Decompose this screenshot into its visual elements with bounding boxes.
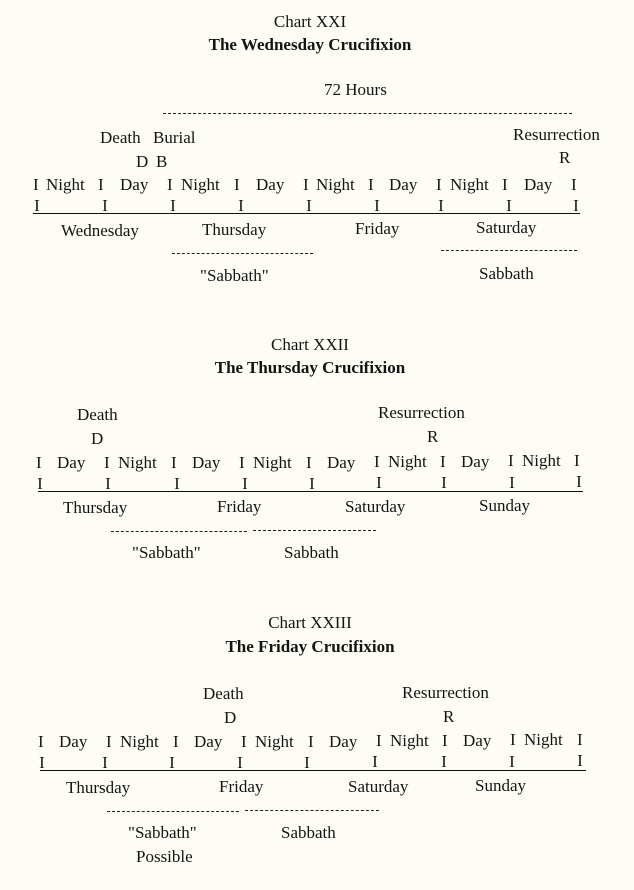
tick-mark: I [174,474,180,493]
tick-mark: I [39,753,45,772]
period-divider: I [440,452,446,471]
period-divider: I [38,732,44,751]
period-divider: I [239,453,245,472]
period-label-night: Night [253,453,292,472]
chart-subtitle: The Thursday Crucifixion [214,358,406,377]
period-divider: I [308,732,314,751]
period-label-day: Day [463,731,492,750]
period-label-day: Day [327,453,356,472]
day-label-thursday: Thursday [63,498,128,517]
hours-label: 72 Hours [324,80,387,99]
period-divider: I [33,175,39,194]
period-divider: I [502,175,508,194]
period-divider: I [241,732,247,751]
death-marker: D [136,152,149,171]
burial-label: Burial [153,128,196,147]
day-label-saturday: Saturday [345,497,406,516]
death-label: Death [203,684,244,703]
chart-subtitle: The Wednesday Crucifixion [208,35,412,54]
period-divider: I [303,175,309,194]
period-divider: I [436,175,442,194]
resurrection-marker: R [443,707,455,726]
sabbath-label-quoted: "Sabbath" [200,266,269,285]
tick-mark: I [105,474,111,493]
period-divider: I [104,453,110,472]
period-label-night: Night [450,175,489,194]
period-label-night: Night [390,731,429,750]
resurrection-label: Resurrection [402,683,489,702]
period-divider: I [374,452,380,471]
period-divider: I [442,731,448,750]
tick-mark: I [372,752,378,771]
tick-mark: I [102,753,108,772]
period-label-day: Day [192,453,221,472]
period-divider: I [167,175,173,194]
death-label: Death [100,128,141,147]
timeline-baseline [40,770,586,771]
tick-mark: I [238,196,244,215]
tick-mark: I [506,196,512,215]
death-label: Death [77,405,118,424]
period-label-day: Day [389,175,418,194]
day-label-wednesday: Wednesday [61,221,139,240]
tick-mark: I [304,753,310,772]
period-divider: I [98,175,104,194]
period-divider: I [368,175,374,194]
period-label-day: Day [57,453,86,472]
period-divider: I [577,730,583,749]
period-label-day: Day [256,175,285,194]
resurrection-marker: R [427,427,439,446]
period-divider: I [508,451,514,470]
period-label-day: Day [329,732,358,751]
day-label-sunday: Sunday [475,776,526,795]
period-divider: I [574,451,580,470]
tick-mark: I [37,474,43,493]
period-divider: I [234,175,240,194]
period-divider: I [571,175,577,194]
sabbath-label-quoted: "Sabbath" [132,543,201,562]
tick-mark: I [441,473,447,492]
period-label-night: Night [181,175,220,194]
period-label-night: Night [118,453,157,472]
tick-mark: I [509,752,515,771]
day-label-saturday: Saturday [476,218,537,237]
day-label-friday: Friday [219,777,264,796]
tick-mark: I [577,751,583,770]
period-label-night: Night [46,175,85,194]
period-divider: I [306,453,312,472]
day-label-friday: Friday [355,219,400,238]
tick-mark: I [576,472,582,491]
chart-subtitle: The Friday Crucifixion [225,637,395,656]
sabbath-label-quoted: "Sabbath" [128,823,197,842]
day-label-saturday: Saturday [348,777,409,796]
period-divider: I [106,732,112,751]
period-label-night: Night [316,175,355,194]
resurrection-label: Resurrection [378,403,465,422]
resurrection-label: Resurrection [513,125,600,144]
sabbath-label: Sabbath [479,264,534,283]
tick-mark: I [170,196,176,215]
tick-mark: I [102,196,108,215]
period-divider: I [376,731,382,750]
tick-mark: I [573,196,579,215]
tick-mark: I [309,474,315,493]
period-divider: I [510,730,516,749]
sabbath-label: Sabbath [284,543,339,562]
death-marker: D [224,708,237,727]
tick-mark: I [237,753,243,772]
day-label-thursday: Thursday [66,778,131,797]
tick-mark: I [441,752,447,771]
resurrection-marker: R [559,148,571,167]
day-label-sunday: Sunday [479,496,530,515]
sabbath-span-line [107,811,239,812]
period-divider: I [171,453,177,472]
tick-mark: I [374,196,380,215]
chart-title: Chart XXII [271,335,349,354]
period-divider: I [173,732,179,751]
tick-mark: I [34,196,40,215]
period-label-day: Day [524,175,553,194]
sabbath-span-line [245,810,379,811]
period-divider: I [36,453,42,472]
tick-mark: I [306,196,312,215]
sabbath-label: Sabbath [281,823,336,842]
chart-title: Chart XXI [273,12,347,31]
tick-mark: I [438,196,444,215]
day-label-thursday: Thursday [202,220,267,239]
day-label-friday: Friday [217,497,262,516]
tick-mark: I [376,473,382,492]
death-marker: D [91,429,104,448]
period-label-day: Day [59,732,88,751]
period-label-night: Night [388,452,427,471]
period-label-night: Night [522,451,561,470]
period-label-night: Night [255,732,294,751]
tick-mark: I [509,473,515,492]
possible-note: Possible [136,847,193,866]
tick-mark: I [169,753,175,772]
period-label-night: Night [120,732,159,751]
burial-marker: B [156,152,168,171]
period-label-day: Day [120,175,149,194]
period-label-day: Day [194,732,223,751]
period-label-night: Night [524,730,563,749]
tick-mark: I [242,474,248,493]
chart-title: Chart XXIII [268,613,352,632]
period-label-day: Day [461,452,490,471]
